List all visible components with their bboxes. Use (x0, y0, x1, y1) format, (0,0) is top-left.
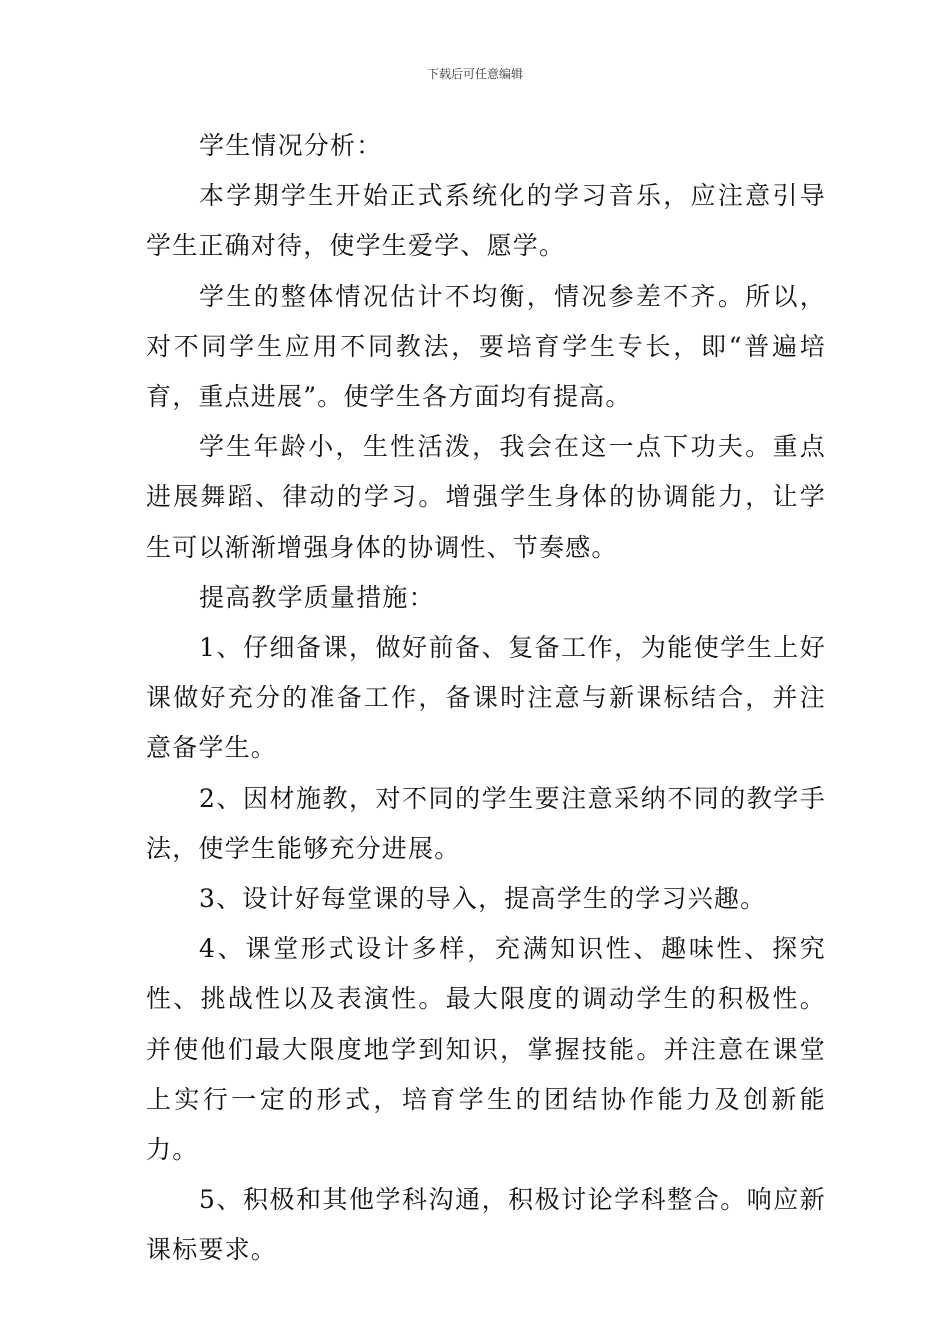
section-heading-student-analysis: 学生情况分析： (199, 131, 383, 160)
list-item: 1、仔细备课，做好前备、复备工作，为能使学生上好课做好充分的准备工作，备课时注意与新课标结合，并注意备学生。 (146, 633, 826, 763)
paragraph: 学生年龄小，生性活泼，我会在这一点下功夫。重点进展舞蹈、律动的学习。增强学生身体的协调能力，让学生可以渐渐增强身体的协调性、节奏感。 (146, 432, 826, 562)
paragraph: 学生的整体情况估计不均衡，情况参差不齐。所以，对不同学生应用不同教法，要培育学生专长，即“普遍培育，重点进展”。使学生各方面均有提高。 (146, 281, 826, 412)
list-item: 2、因材施教，对不同的学生要注意采纳不同的教学手法，使学生能够充分进展。 (146, 783, 826, 863)
list-item: 3、设计好每堂课的导入，提高学生的学习兴趣。 (199, 884, 767, 914)
list-item: 4、课堂形式设计多样，充满知识性、趣味性、探究性、挑战性以及表演性。最大限度的调动学生的积极性。并使他们最大限度地学到知识，掌握技能。并注意在课堂上实行一定的形式，培育学生的团结协作能力及创新能力。 (146, 934, 826, 1165)
section-heading-teaching-measures: 提高教学质量措施： (199, 582, 435, 612)
document-body (146, 121, 826, 1276)
list-item: 5、积极和其他学科沟通，积极讨论学科整合。响应新课标要求。 (146, 1185, 826, 1265)
page-header-note: 下载后可任意编辑 (426, 67, 523, 81)
paragraph: 本学期学生开始正式系统化的学习音乐，应注意引导学生正确对待，使学生爱学、愿学。 (146, 181, 826, 261)
